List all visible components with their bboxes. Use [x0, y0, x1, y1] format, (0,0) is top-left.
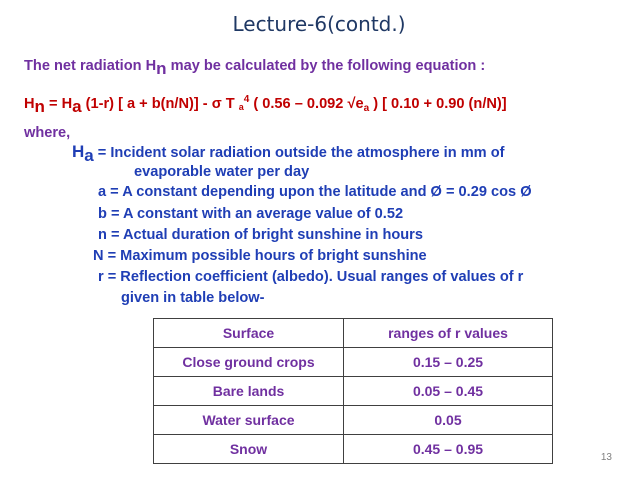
table-cell-surface: Snow — [154, 435, 344, 464]
table-cell-range: 0.45 – 0.95 — [344, 435, 553, 464]
eq-equals: = H — [44, 96, 73, 112]
page-number: 13 — [600, 452, 612, 463]
table-row — [154, 348, 553, 377]
table-header-surface: Surface — [154, 319, 344, 348]
table-cell-range: 0.05 – 0.45 — [344, 377, 553, 406]
eq-body-2: ( 0.56 – 0.092 √e — [249, 96, 364, 112]
definition-r-continued: given in table below- — [121, 290, 265, 306]
intro-text-start: The net radiation H — [24, 58, 157, 74]
intro-subscript: n — [156, 59, 167, 78]
table-row — [154, 377, 553, 406]
definition-a: a = A constant depending upon the latitude and Ø = 0.29 cos Ø — [98, 184, 532, 200]
table-cell-surface: Water surface — [154, 406, 344, 435]
eq-body-3: ) [ 0.10 + 0.90 (n/N)] — [369, 96, 507, 112]
table-cell-range: 0.15 – 0.25 — [344, 348, 553, 377]
where-label — [24, 125, 70, 141]
definition-ha — [72, 142, 505, 165]
table-cell-surface: Close ground crops — [154, 348, 344, 377]
table-header-ranges: ranges of r values — [344, 319, 553, 348]
definition-ha-continued: evaporable water per day — [134, 164, 310, 180]
intro-text-end: may be calculated by the following equation : — [166, 58, 486, 74]
eq-body-1: (1-r) [ a + b(n/N)] - σ T — [81, 96, 239, 112]
slide-title: Lecture-6(contd.) — [232, 12, 406, 36]
definition-N: N = Maximum possible hours of bright sunshine — [93, 248, 427, 264]
table-row — [154, 435, 553, 464]
table-row — [154, 406, 553, 435]
eq-t-sub: a — [238, 102, 244, 112]
net-radiation-equation — [24, 93, 507, 116]
definition-b: b = A constant with an average value of 0.52 — [98, 206, 404, 222]
table-cell-surface: Bare lands — [154, 377, 344, 406]
eq-h: H — [24, 96, 35, 112]
eq-h-sub: n — [34, 97, 45, 116]
definition-n: n = Actual duration of bright sunshine in hours — [98, 227, 423, 243]
definition-r: r = Reflection coefficient (albedo). Usual ranges of values of r — [98, 269, 524, 285]
where-text: where, — [24, 125, 71, 141]
albedo-table — [153, 318, 553, 464]
eq-ha-sub: a — [72, 97, 82, 116]
ha-definition-text: = Incident solar radiation outside the atmosphere in mm of — [93, 145, 505, 161]
eq-e-sub: a — [363, 103, 370, 114]
intro-sentence — [24, 55, 486, 78]
ha-subscript: a — [84, 146, 94, 165]
table-header-row — [154, 319, 553, 348]
table-cell-range: 0.05 — [344, 406, 553, 435]
ha-symbol: H — [72, 142, 85, 161]
eq-t-sup: 4 — [243, 94, 250, 105]
